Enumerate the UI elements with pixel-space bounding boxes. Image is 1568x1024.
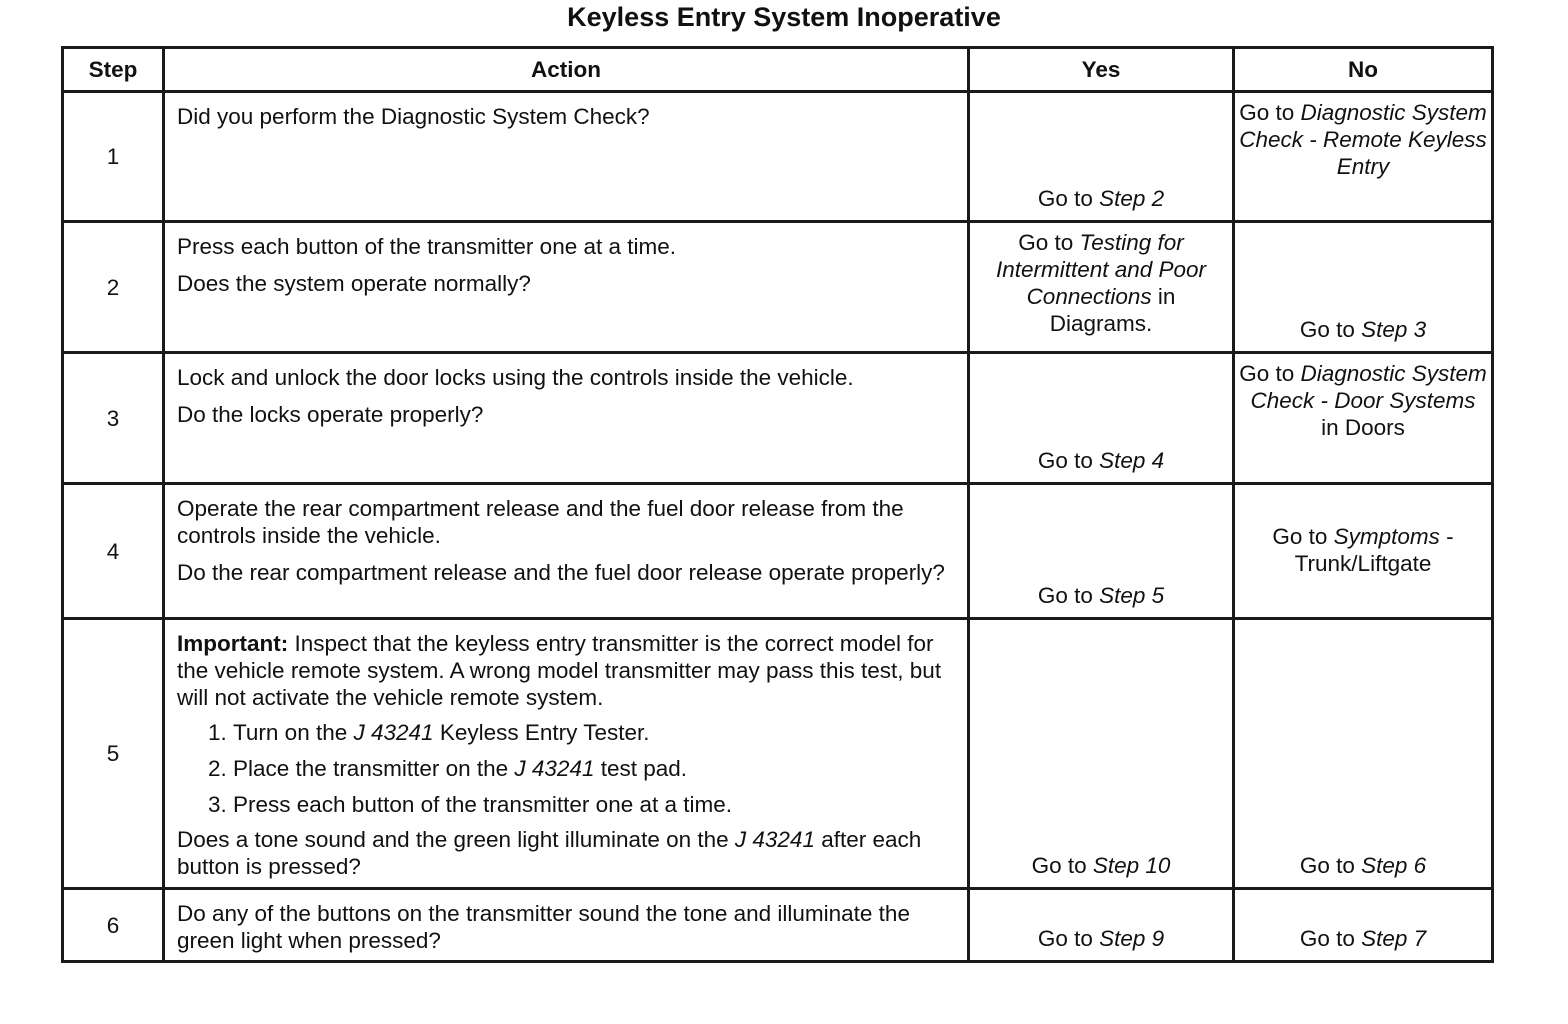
sub-step: 3. Press each button of the transmitter one at a time. <box>233 791 959 818</box>
action-cell <box>164 484 969 619</box>
no-cell <box>1234 889 1493 962</box>
table-row <box>63 92 1493 222</box>
sub-step-text: Keyless Entry Tester. <box>433 720 650 745</box>
action-question: Do the locks operate properly? <box>177 402 484 427</box>
tool-reference: J 43241 <box>514 756 595 781</box>
no-link[interactable]: Symptoms <box>1333 524 1440 549</box>
no-link[interactable]: Step 6 <box>1361 853 1427 878</box>
document-title: Keyless Entry System Inoperative <box>567 2 1001 32</box>
sub-steps-list <box>177 719 959 818</box>
header-row <box>63 48 1493 92</box>
action-instruction: Press each button of the transmitter one at a time. <box>177 234 677 259</box>
sub-step <box>233 719 959 746</box>
yes-link[interactable]: Step 10 <box>1092 853 1171 878</box>
no-prefix: Go to <box>1272 524 1334 549</box>
yes-cell <box>969 484 1234 619</box>
diagnostic-table <box>61 46 1494 963</box>
yes-prefix: Go to <box>1037 583 1100 608</box>
action-question: Does the system operate normally? <box>177 271 531 296</box>
no-prefix: Go to <box>1299 317 1362 342</box>
action-cell <box>164 353 969 484</box>
yes-link[interactable]: Step 4 <box>1099 448 1165 473</box>
no-cell <box>1234 619 1493 889</box>
sub-step-text: test pad. <box>594 756 688 781</box>
action-cell <box>164 92 969 222</box>
no-prefix: Go to <box>1239 100 1301 125</box>
no-cell <box>1234 353 1493 484</box>
yes-cell <box>969 222 1234 353</box>
action-question: Did you perform the Diagnostic System Check? <box>177 104 650 129</box>
header-no: No <box>1234 48 1493 92</box>
header-action: Action <box>164 48 969 92</box>
no-link[interactable]: Diagnostic System Check - Remote Keyless Entry <box>1239 100 1487 179</box>
step-number: 6 <box>63 889 164 962</box>
no-cell <box>1234 92 1493 222</box>
yes-prefix: Go to <box>1031 853 1093 878</box>
no-prefix: Go to <box>1299 926 1362 951</box>
important-text: Inspect that the keyless entry transmitter is the correct model for the vehicle remote system. A wrong model transmitter may pass this test, but will not activate the vehicle remote system. <box>177 631 942 710</box>
sub-step-text: Turn on the <box>233 720 354 745</box>
step-number: 5 <box>63 619 164 889</box>
table-row <box>63 222 1493 353</box>
no-cell <box>1234 222 1493 353</box>
yes-link[interactable]: Step 5 <box>1099 583 1165 608</box>
yes-prefix: Go to <box>1037 448 1100 473</box>
table-row <box>63 484 1493 619</box>
sub-step-text: Place the transmitter on the <box>233 756 515 781</box>
step-number: 1 <box>63 92 164 222</box>
yes-link[interactable]: Step 2 <box>1099 186 1165 211</box>
yes-prefix: Go to <box>1018 230 1080 255</box>
action-instruction: Lock and unlock the door locks using the controls inside the vehicle. <box>177 365 854 390</box>
yes-link[interactable]: Step 9 <box>1099 926 1165 951</box>
step-number: 4 <box>63 484 164 619</box>
no-link[interactable]: Diagnostic System Check - Door Systems <box>1250 361 1487 413</box>
action-question: Do any of the buttons on the transmitter sound the tone and illuminate the green light when pressed? <box>177 901 910 953</box>
table-row <box>63 889 1493 962</box>
no-link[interactable]: Step 3 <box>1361 317 1427 342</box>
tool-reference: J 43241 <box>734 827 815 852</box>
yes-suffix: in Diagrams. <box>1049 284 1176 336</box>
yes-prefix: Go to <box>1037 186 1100 211</box>
no-suffix: in Doors <box>1321 415 1405 440</box>
no-cell <box>1234 484 1493 619</box>
yes-cell <box>969 889 1234 962</box>
table-row <box>63 353 1493 484</box>
action-question: Do the rear compartment release and the fuel door release operate properly? <box>177 560 945 585</box>
action-cell <box>164 222 969 353</box>
action-cell <box>164 619 969 889</box>
header-yes: Yes <box>969 48 1234 92</box>
no-prefix: Go to <box>1239 361 1301 386</box>
question-text: Does a tone sound and the green light illuminate on the <box>177 827 735 852</box>
tool-reference: J 43241 <box>353 720 434 745</box>
important-note <box>177 630 959 711</box>
action-cell <box>164 889 969 962</box>
yes-cell <box>969 619 1234 889</box>
header-step: Step <box>63 48 164 92</box>
no-suffix: - Trunk/Liftgate <box>1294 524 1454 576</box>
no-prefix: Go to <box>1299 853 1362 878</box>
sub-step <box>233 755 959 782</box>
step-number: 3 <box>63 353 164 484</box>
step-number: 2 <box>63 222 164 353</box>
yes-link[interactable]: Testing for Intermittent and Poor Connections <box>995 230 1207 309</box>
yes-prefix: Go to <box>1037 926 1100 951</box>
yes-cell <box>969 92 1234 222</box>
no-link[interactable]: Step 7 <box>1361 926 1427 951</box>
action-question <box>177 826 959 880</box>
action-instruction: Operate the rear compartment release and the fuel door release from the controls inside the vehicle. <box>177 496 904 548</box>
table-row <box>63 619 1493 889</box>
question-text: after each button is pressed? <box>177 827 922 879</box>
yes-cell <box>969 353 1234 484</box>
important-label: Important: <box>177 631 289 656</box>
